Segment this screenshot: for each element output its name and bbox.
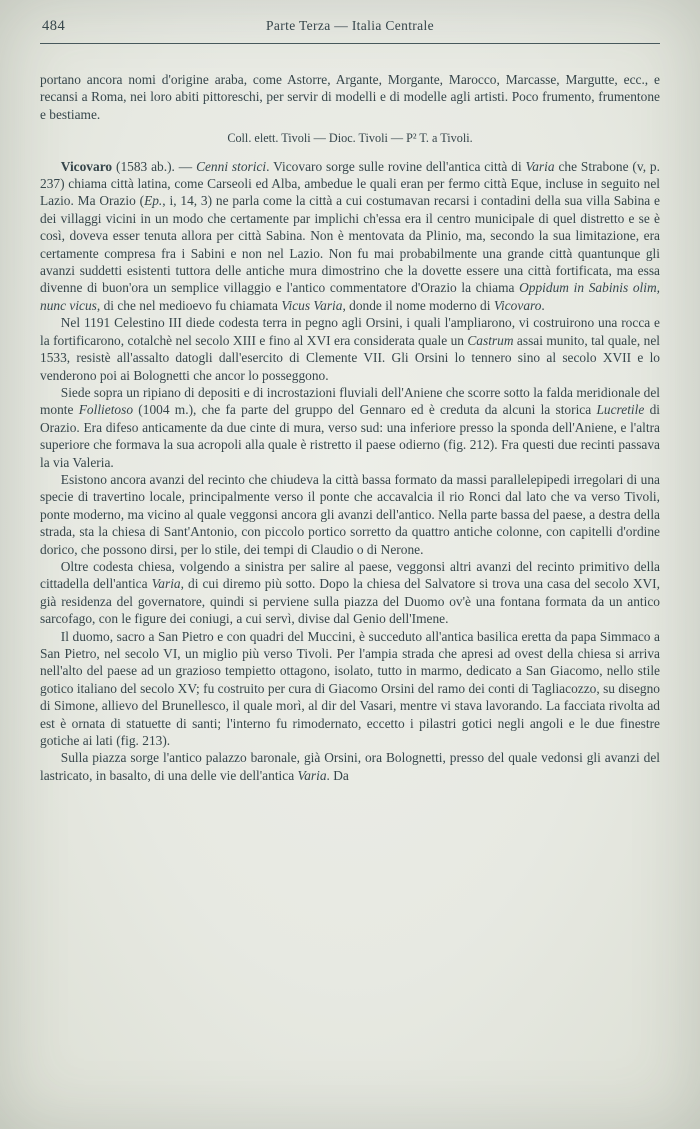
text-segment: Esistono ancora avanzi del recinto che chiudeva la città bassa formato da massi parallelepipedi irregolari di una specie di travertino locale, principalmente verso il ponte che accavalcia il rio Ronci dal lato che va verso Tivoli, ponte moderno, ma vicino al quale veggonsi ancora gli avanzi dell'antico. Nella parte bassa del paese, a destra della strada, sta la chiesa di Sant'Antonio, con piccolo portico sorretto da quattro antiche colonne, con capitelli d'ordine dorico, che possono dirsi, per lo stile, dei tempi di Claudio o di Nerone.	[40, 471, 660, 557]
text-segment: portano ancora nomi d'origine araba, come Astorre, Argante, Morgante, Marocco, Marcasse, Margutte, ecc., e recansi a Roma, nei loro abiti pittoreschi, per servir di modelli e di modelle agli artisti. Poco frumento, frumentone e bestiame.	[40, 72, 660, 122]
text-segment: . Da	[326, 767, 349, 783]
text-segment: Nel 1191 Celestino III diede codesta terra in pegno agli Orsini, i quali l'ampliarono, vi costruirono una rocca e la fortificarono, cotalchè nel secolo XIII e fino al XVI era considerata quale un	[40, 315, 660, 348]
paragraph-duomo	[40, 628, 660, 750]
text-segment: (1583 ab.). —	[112, 158, 197, 174]
text-segment: . Vicovaro sorge sulle rovine dell'antica città di	[266, 158, 526, 174]
text-segment: Oppidum in Sabinis olim, nunc vicus	[40, 280, 660, 313]
text-segment: Varia	[151, 576, 181, 592]
text-segment: , di cui diremo più sotto. Dopo la chiesa del Salvatore si trova una casa del secolo XVI, già residenza del governatore, quindi si perviene sulla piazza del Duomo ov'è una fontana formata da un antico sarcofago, con le figure dei coniugi, a cui servì, divise dal Genio dell'Imene.	[40, 576, 660, 627]
header-rule	[40, 43, 660, 44]
text-segment: Castrum	[467, 332, 514, 348]
page-body	[40, 71, 660, 784]
text-segment: Follietoso	[78, 402, 134, 418]
text-segment: , di che nel medioevo fu chiamata	[96, 297, 282, 313]
text-segment: Vicus Varia	[281, 297, 343, 313]
text-segment: Lucretile	[596, 402, 645, 418]
text-segment: Oltre codesta chiesa, volgendo a sinistra per salire al paese, veggonsi altri avanzi del recinto primitivo della cittadella dell'antica	[40, 558, 660, 592]
page-number: 484	[42, 18, 66, 34]
text-segment: di Orazio. Era difeso anticamente da due cinte di mura, verso sud: una inferiore presso la sponda dell'Aniene, e l'altra superiore che formava la sua acropoli alla quale è ristretto il paese odierno (fig. 212). Fra questi due recinti passava la via Valeria.	[40, 402, 661, 470]
text-segment: .	[541, 297, 545, 313]
running-title: Parte Terza — Italia Centrale	[266, 18, 434, 33]
text-segment: Sulla piazza sorge l'antico palazzo baronale, già Orsini, ora Bolognetti, presso del quale vedonsi gli avanzi del lastricato, in basalto, di una delle vie dell'antica	[40, 750, 660, 783]
electoral-note	[40, 130, 660, 147]
text-segment: Ep.	[144, 193, 163, 209]
paragraph-sito	[40, 384, 660, 471]
text-segment: , donde il nome moderno di	[342, 297, 494, 313]
text-segment: che Strabone (v, p. 237) chiama città latina, come Carseoli ed Alba, ambedue le quali eran per fermo città Eque, incluse in seguito nel Lazio. Ma Orazio (	[40, 158, 660, 209]
text-segment: Siede sopra un ripiano di depositi e di incrostazioni fluviali dell'Aniene che scorre sotto la falda meridionale del monte	[40, 384, 660, 418]
page-header	[40, 18, 660, 38]
text-segment: , i, 14, 3) ne parla come la città a cui costumavan recarsi i contadini della sua villa Sabina e dei villaggi vicini in un modo che certamente par implichi ch'essa era il centro municipale di quel distretto e se è così, doveva esser tenuta allora per città Sabina. Non è mentovata da Plinio, ma, secondo la sua limitazione, era certamente compresa fra i Sabini e non nel Lazio. Non fu mai probabilmente una grande città quantunque gli avanzi suddetti esistenti tuttora delle antiche mura dimostrino che la dovette essere una città fortificata, ma essa divenne di buon'ora un semplice villaggio e l'antico commentatore d'Orazio la chiama	[40, 193, 660, 296]
text-segment: Coll. elett. Tivoli — Dioc. Tivoli — P² T. a Tivoli.	[227, 131, 473, 146]
text-segment: assai munito, tal quale, nel 1533, resistè all'assalto datogli dall'esercito di Clemente VII. Gli Orsini lo tennero sino al secolo XVII e lo venderono poi ai Bolognetti che ancor lo posseggono.	[40, 332, 660, 383]
paragraph-palazzo	[40, 749, 660, 784]
text-segment: Vicovaro	[60, 158, 113, 174]
text-segment: Vicovaro	[493, 297, 542, 313]
paragraph-cittadella	[40, 558, 660, 628]
text-segment: Varia	[525, 158, 555, 174]
paragraph-recinto	[40, 471, 660, 558]
text-segment: Cenni storici	[196, 158, 267, 174]
paragraph-intro	[40, 71, 660, 123]
paragraph-vicovaro-storici	[40, 158, 660, 315]
text-segment: (1004 m.), che fa parte del gruppo del Gennaro ed è creduta da alcuni la storica	[133, 402, 597, 418]
text-segment: Varia	[297, 767, 327, 783]
text-segment: Il duomo, sacro a San Pietro e con quadri del Muccini, è succeduto all'antica basilica eretta da papa Simmaco a San Pietro, nel secolo VI, un miglio più verso Tivoli. Per l'ampia strada che apresi ad ovest della chiesa si arriva nell'alto del paese ad un grazioso tempietto ottagono, isolato, tutto in marmo, dedicato a San Giacomo, nello stile gotico italiano del secolo XV; fu costruito per cura di Giacomo Orsini del ramo dei conti di Tagliacozzo, su disegno di Simone, allievo del Brunellesco, il quale morì, al dir del Vasari, mentre vi stava lavorando. La facciata rivolta ad est è ornata di statuette di santi; l'interno fu rimodernato, eccetto i pilastri gotici negli angoli e le due finestre gotiche ai lati (fig. 213).	[40, 628, 660, 749]
paragraph-orsini	[40, 314, 660, 384]
